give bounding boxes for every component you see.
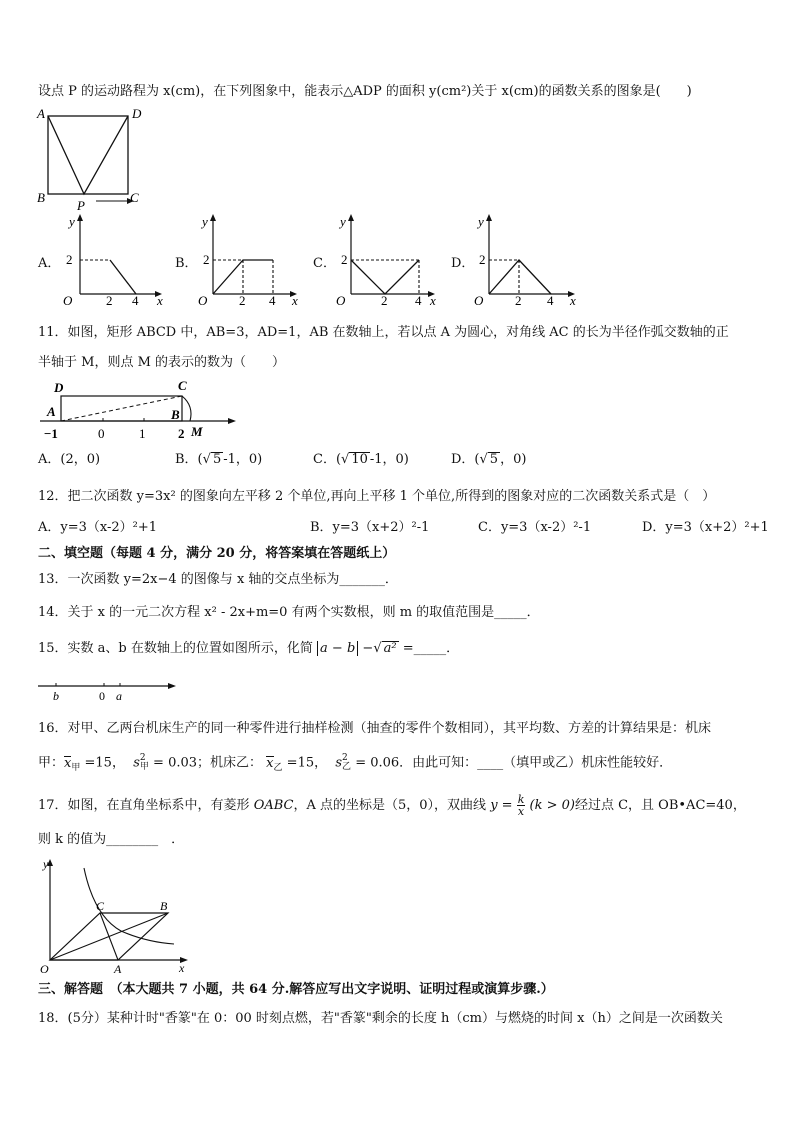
q12-option-d: D．y=3（x+2）²+1 <box>642 520 769 535</box>
q17-rhombus-figure <box>36 856 196 976</box>
q10-option-c-label: C． <box>313 256 336 271</box>
label-d: D <box>132 106 142 121</box>
svg-text:4: 4 <box>132 293 139 308</box>
q15-stem: 15．实数 a、b 在数轴上的位置如图所示，化简 a − b −√ a² =_____． <box>38 641 460 656</box>
diagonal-ac <box>100 913 118 960</box>
svg-text:M: M <box>191 424 203 439</box>
q12-stem: 12．把二次函数 y=3x² 的图象向左平移 2 个单位,再向上平移 1 个单位,所得到的图象对应的二次函数关系式是（ ） <box>38 489 716 504</box>
q10-rectangle-figure <box>34 104 154 212</box>
q10-option-a-label: A． <box>38 256 61 271</box>
q11-option-b: B．(√ 5 -1，0) <box>175 452 263 467</box>
svg-text:y: y <box>43 857 49 871</box>
label-a: A <box>37 106 45 121</box>
svg-text:2: 2 <box>178 426 185 441</box>
svg-text:A: A <box>114 962 122 976</box>
label-c: C <box>130 190 139 205</box>
svg-text:A: A <box>47 404 56 419</box>
svg-text:B: B <box>160 899 168 913</box>
q12-option-c: C．y=3（x-2）²-1 <box>478 520 592 535</box>
q16-line2: 甲：$x_甲 =15$， s 2 甲 = 0.03；机床乙： $x_乙 =15$， s 2 乙 = 0.06．由此可知：____（填甲或乙）机床性能较好． <box>38 753 673 774</box>
q12-option-b: B．y=3（x+2）²-1 <box>310 520 430 535</box>
q11-option-a: A．(2，0) <box>38 452 101 467</box>
q18: 18．(5分）某种计时"香篆"在 0：00 时刻点燃，若"香篆"剩余的长度 h（cm）与燃烧的时间 x（h）之间是一次函数关 <box>38 1011 723 1026</box>
svg-text:a: a <box>116 689 122 702</box>
svg-text:y: y <box>478 214 484 229</box>
svg-text:C: C <box>96 899 105 913</box>
q10-option-b-label: B． <box>175 256 198 271</box>
svg-text:D: D <box>54 380 64 395</box>
q16-line1: 16．对甲、乙两台机床生产的同一种零件进行抽样检测（抽查的零件个数相同），其平均数、方差的计算结果是：机床 <box>38 721 712 736</box>
svg-text:−1: −1 <box>44 426 58 441</box>
label-b: B <box>37 190 45 205</box>
q17-line2: 则 k 的值为________ ． <box>38 832 185 847</box>
q10-graph-b <box>195 210 305 308</box>
q11-option-d: D．(√ 5 ，0) <box>451 452 527 467</box>
svg-text:x: x <box>157 293 163 308</box>
q11-numberline-figure <box>34 376 244 444</box>
svg-text:O: O <box>336 293 346 308</box>
section-2-heading: 二、填空题（每题 4 分，满分 20 分，将答案填在答题纸上） <box>38 546 396 561</box>
svg-text:x: x <box>430 293 436 308</box>
svg-text:2: 2 <box>66 252 73 267</box>
arc <box>182 396 191 421</box>
q17-line1: 17．如图，在直角坐标系中，有菱形 OABC，A 点的坐标是（5，0），双曲线 y = $\frac{k}{x}$ (k > 0)经过点 C，且 OB•AC=40， <box>38 793 746 818</box>
svg-text:2: 2 <box>239 293 246 308</box>
svg-text:y: y <box>202 214 208 229</box>
svg-text:O: O <box>40 962 49 976</box>
svg-text:B: B <box>171 407 180 422</box>
triangle-adp <box>48 116 128 194</box>
rectangle-abcd <box>48 116 128 194</box>
svg-text:2: 2 <box>341 252 348 267</box>
q14: 14．关于 x 的一元二次方程 x² - 2x+m=0 有两个实数根，则 m 的取值范围是_____． <box>38 605 540 620</box>
diagonal-ac <box>61 396 182 421</box>
label-p: P <box>77 198 85 212</box>
section-3-heading: 三、解答题 （本大题共 7 小题，共 64 分.解答应写出文字说明、证明过程或演算步骤.） <box>38 982 554 997</box>
q10-option-d-label: D． <box>451 256 475 271</box>
q10-graph-c <box>333 210 443 308</box>
svg-text:0: 0 <box>99 689 105 702</box>
q10-stem: 设点 P 的运动路程为 x(cm)，在下列图象中，能表示△ADP 的面积 y(cm²)关于 x(cm)的函数关系的图象是( ) <box>38 84 692 99</box>
q10-graph-d <box>471 210 583 308</box>
svg-text:4: 4 <box>269 293 276 308</box>
svg-text:O: O <box>474 293 484 308</box>
svg-text:4: 4 <box>415 293 422 308</box>
svg-text:b: b <box>53 689 59 702</box>
q11-stem-line2: 半轴于 M，则点 M 的表示的数为（ ） <box>38 355 286 370</box>
svg-text:2: 2 <box>381 293 388 308</box>
q11-stem-line1: 11．如图，矩形 ABCD 中，AB=3，AD=1，AB 在数轴上，若以点 A 为圆心，对角线 AC 的长为半径作弧交数轴的正 <box>38 325 729 340</box>
svg-text:2: 2 <box>203 252 210 267</box>
svg-text:x: x <box>292 293 298 308</box>
q11-option-c: C．(√ 10 -1，0) <box>313 452 409 467</box>
svg-text:2: 2 <box>106 293 113 308</box>
svg-text:2: 2 <box>479 252 486 267</box>
svg-text:x: x <box>570 293 576 308</box>
q15-numberline <box>36 678 181 702</box>
svg-text:O: O <box>198 293 208 308</box>
svg-text:x: x <box>179 961 185 975</box>
svg-text:y: y <box>69 214 75 229</box>
svg-text:O: O <box>63 293 73 308</box>
q12-option-a: A．y=3（x-2）²+1 <box>38 520 158 535</box>
q10-graph-a <box>58 210 168 308</box>
q13: 13．一次函数 y=2x−4 的图像与 x 轴的交点坐标为_______． <box>38 572 398 587</box>
svg-text:4: 4 <box>547 293 554 308</box>
svg-text:1: 1 <box>139 426 146 441</box>
svg-text:y: y <box>340 214 346 229</box>
svg-text:0: 0 <box>98 426 105 441</box>
svg-text:2: 2 <box>515 293 522 308</box>
svg-text:C: C <box>178 378 187 393</box>
